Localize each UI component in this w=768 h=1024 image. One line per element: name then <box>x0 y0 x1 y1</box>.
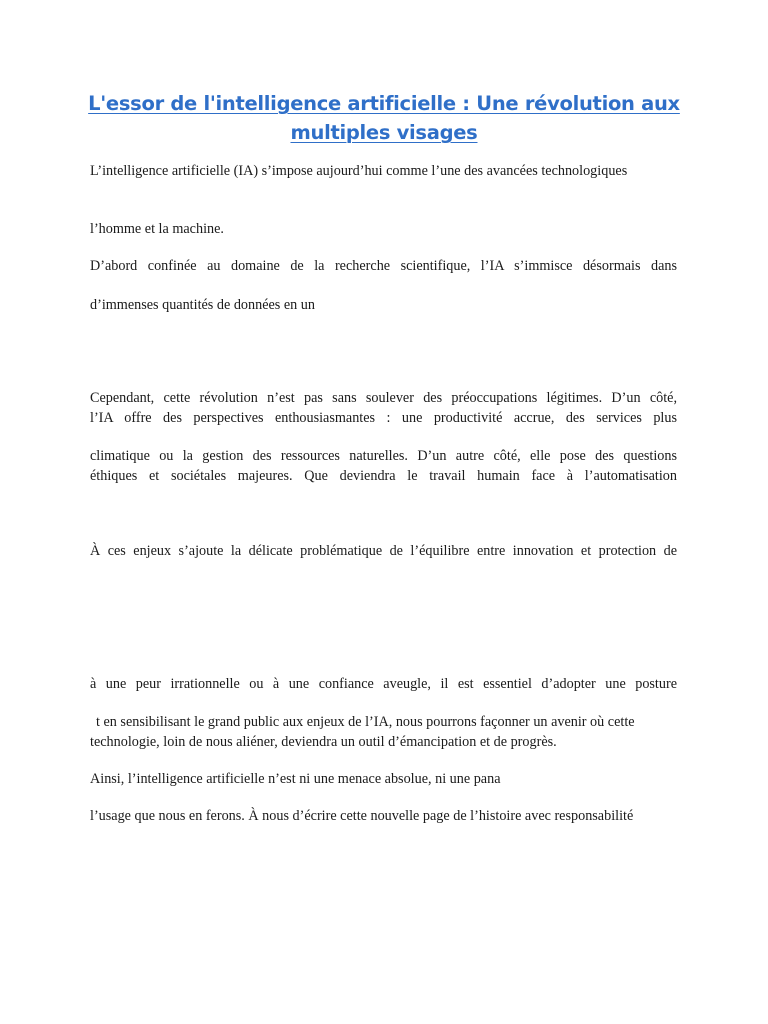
paragraph-line: l’usage que nous en ferons. À nous d’écrire cette nouvelle page de l’histoire avec responsabilité <box>90 808 634 824</box>
paragraph-line: t en sensibilisant le grand public aux enjeux de l’IA, nous pourrons façonner un avenir où cette <box>96 714 635 730</box>
paragraph-line: à une peur irrationnelle ou à une confiance aveugle, il est essentiel d’adopter une posture <box>90 676 677 692</box>
paragraph-line: Cependant, cette révolution n’est pas sans soulever des préoccupations légitimes. D’un côté, <box>90 390 677 406</box>
paragraph-line: l’homme et la machine. <box>90 221 224 237</box>
paragraph-line: climatique ou la gestion des ressources naturelles. D’un autre côté, elle pose des questions <box>90 448 677 464</box>
paragraph-line: L’intelligence artificielle (IA) s’impose aujourd’hui comme l’une des avancées technologiques <box>90 163 628 179</box>
document-title-line-1: L'essor de l'intelligence artificielle : Une révolution aux <box>88 92 680 115</box>
paragraph-line: l’IA offre des perspectives enthousiasmantes : une productivité accrue, des services plus <box>90 410 677 426</box>
paragraph-line: D’abord confinée au domaine de la recherche scientifique, l’IA s’immisce désormais dans <box>90 258 677 274</box>
paragraph-line: À ces enjeux s’ajoute la délicate problématique de l’équilibre entre innovation et protection de <box>90 543 677 559</box>
paragraph-line: technologie, loin de nous aliéner, deviendra un outil d’émancipation et de progrès. <box>90 734 557 750</box>
document-title-line-2: multiples visages <box>290 121 478 144</box>
paragraph-line: d’immenses quantités de données en un <box>90 297 315 313</box>
paragraph-line: éthiques et sociétales majeures. Que deviendra le travail humain face à l’automatisation <box>90 468 677 484</box>
paragraph-line: Ainsi, l’intelligence artificielle n’est ni une menace absolue, ni une pana <box>90 771 501 787</box>
